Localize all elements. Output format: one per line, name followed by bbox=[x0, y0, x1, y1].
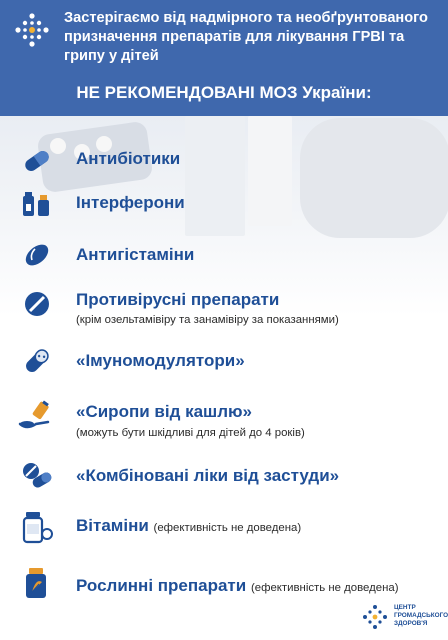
item-title-herbal-text: Рослинні препарати bbox=[76, 576, 247, 595]
vitamin-bottle-icon bbox=[20, 510, 54, 544]
item-sub-antivirals: (крім озельтамівіру та занамівіру за показаннями) bbox=[76, 314, 339, 326]
item-title-interferons: Інтерферони bbox=[76, 193, 185, 212]
footer-org-name bbox=[394, 604, 446, 628]
intro-text: Застерігаємо від надмірного та необґрунтованого призначення препаратів для лікування ГРВІ та грипу у дітей bbox=[64, 10, 428, 64]
pills-mix-icon bbox=[20, 458, 54, 492]
herbal-jar-icon bbox=[20, 566, 54, 600]
item-sub-cough-syrups: (можуть бути шкідливі для дітей до 4 років) bbox=[76, 427, 305, 439]
medicine-photo-background bbox=[0, 116, 448, 316]
capsule-icon bbox=[20, 144, 54, 178]
footer-line-2: ГРОМАДСЬКОГО bbox=[394, 612, 448, 619]
oval-pill-icon bbox=[20, 238, 54, 272]
header-banner bbox=[0, 0, 448, 116]
item-title-vitamins-text: Вітаміни bbox=[76, 516, 149, 535]
item-title-antibiotics: Антибіотики bbox=[76, 149, 181, 168]
public-health-logo-icon bbox=[14, 12, 50, 48]
footer-line-1: ЦЕНТР bbox=[394, 604, 416, 611]
public-health-center-logo-icon bbox=[362, 604, 388, 630]
item-note-vitamins: (ефективність не доведена) bbox=[153, 522, 302, 534]
item-title-vitamins bbox=[76, 516, 301, 536]
item-note-herbal: (ефективність не доведена) bbox=[250, 582, 399, 594]
syrup-spoon-icon bbox=[18, 398, 52, 432]
page-subtitle: НЕ РЕКОМЕНДОВАНІ МОЗ України: bbox=[76, 83, 372, 102]
item-title-antivirals: Противірусні препарати bbox=[76, 290, 280, 309]
item-title-cough-syrups: «Сиропи від кашлю» bbox=[76, 402, 252, 421]
item-title-herbal bbox=[76, 576, 399, 596]
capsule-dots-icon bbox=[20, 344, 54, 378]
item-title-combined-cold-meds: «Комбіновані ліки від застуди» bbox=[76, 466, 340, 485]
item-title-immunomodulators: «Імуномодулятори» bbox=[76, 351, 245, 370]
vials-icon bbox=[20, 186, 54, 220]
round-pill-icon bbox=[20, 287, 54, 321]
item-title-antihistamines: Антигістаміни bbox=[76, 245, 195, 264]
footer-line-3: ЗДОРОВ'Я bbox=[394, 620, 428, 627]
